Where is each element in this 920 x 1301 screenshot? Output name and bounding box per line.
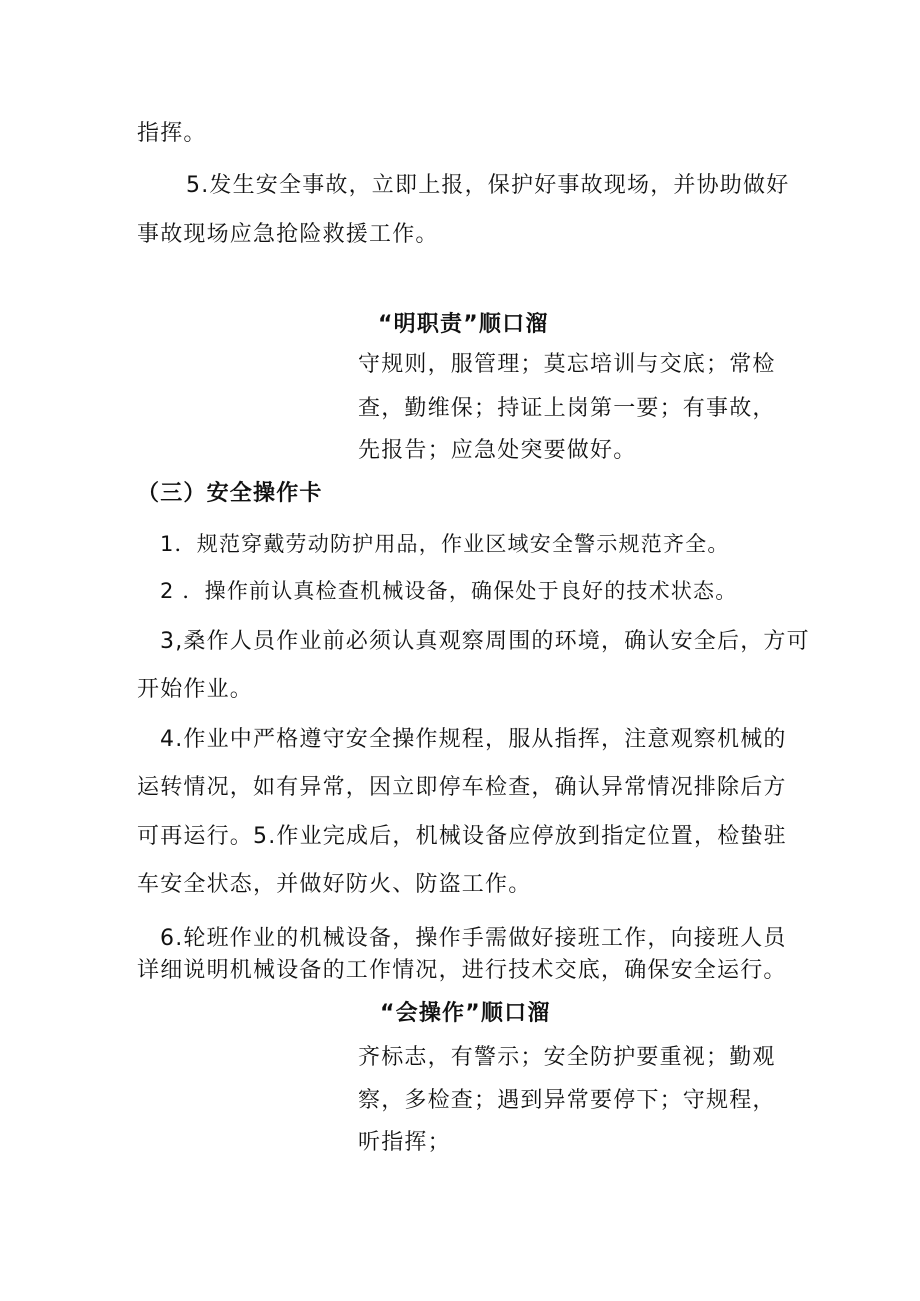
ops-line: 详细说明机械设备的工作情况，进行技术交底，确保安全运行。 — [137, 958, 787, 983]
rhyme-line: 齐标志，有警示；安全防护要重视；勤观 — [358, 1045, 776, 1070]
paragraph-line: 事故现场应急抢险救援工作。 — [137, 222, 439, 247]
rhyme-line: 查，勤维保；持证上岗第一要；有事故， — [358, 396, 776, 421]
rhyme-title: “明职责”顺口溜 — [378, 312, 549, 337]
ops-line: 运转情况，如有异常，因立即停车检查，确认异常情况排除后方 — [137, 775, 787, 800]
rhyme-line: 听指挥； — [358, 1130, 451, 1155]
ops-line: 可再运行。5.作业完成后，机械设备应停放到指定位置，检蛰驻 — [137, 824, 787, 849]
ops-line: 4.作业中严格遵守安全操作规程，服从指挥，注意观察机械的 — [160, 727, 787, 752]
paragraph-line: 指挥。 — [137, 121, 207, 146]
ops-line: 1．规范穿戴劳动防护用品，作业区域安全警示规范齐全。 — [160, 532, 730, 556]
ops-line: 开始作业。 — [137, 677, 254, 702]
ops-line: 2 ．操作前认真检查机械设备，确保处于良好的技术状态。 — [160, 579, 738, 603]
rhyme-title: “会操作”顺口溜 — [380, 1001, 551, 1026]
rhyme-line: 守规则，服管理；莫忘培训与交底；常检 — [358, 352, 776, 377]
paragraph-line: 5.发生安全事故，立即上报，保护好事故现场，并协助做好 — [186, 173, 790, 198]
rhyme-line: 察，多检查；遇到异常要停下；守规程， — [358, 1088, 776, 1113]
rhyme-line: 先报告；应急处突要做好。 — [358, 438, 637, 463]
ops-line: 6.轮班作业的机械设备，操作手需做好接班工作，向接班人员 — [160, 926, 787, 951]
ops-line: 3,桑作人员作业前必须认真观察周围的环境，确认安全后，方可 — [160, 629, 810, 654]
ops-line: 车安全状态，并做好防火、防盗工作。 — [137, 872, 532, 897]
section-heading: （三）安全操作卡 — [137, 481, 323, 506]
